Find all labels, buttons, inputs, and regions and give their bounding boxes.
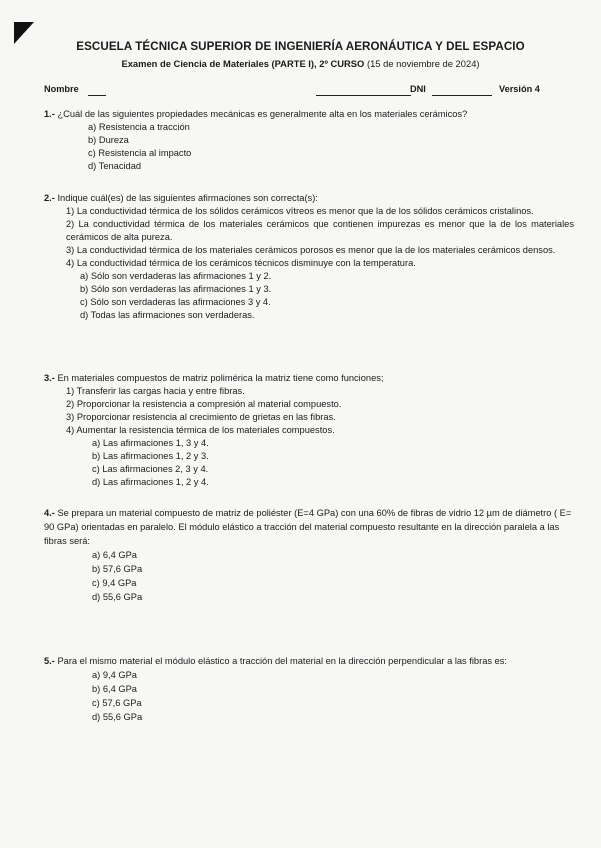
option-3b: b) Las afirmaciones 1, 2 y 3. — [92, 451, 209, 461]
question-2-number: 2.- — [44, 193, 55, 203]
option-3a: a) Las afirmaciones 1, 3 y 4. — [92, 438, 209, 448]
question-1-number: 1.- — [44, 109, 55, 119]
question-1-stem — [44, 108, 574, 121]
statement-2-1: 1) La conductividad térmica de los sólidos cerámicos vítreos es menor que la de los sólidos cerámicos cristalinos. — [66, 206, 534, 216]
option-2d: d) Todas las afirmaciones son verdaderas. — [80, 310, 255, 320]
exam-subtitle-date: (15 de noviembre de 2024) — [364, 58, 480, 69]
exam-subtitle-bold: Examen de Ciencia de Materiales (PARTE I), 2º CURSO — [121, 58, 365, 69]
option-4c: c) 9,4 GPa — [92, 578, 137, 588]
question-2 — [44, 192, 574, 322]
name-label: Nombre — [44, 84, 79, 94]
option-5b: b) 6,4 GPa — [92, 684, 137, 694]
statement-3-3: 3) Proporcionar resistencia al crecimiento de grietas en las fibras. — [66, 412, 336, 422]
question-4 — [44, 506, 574, 604]
option-3d: d) Las afirmaciones 1, 2 y 4. — [92, 477, 209, 487]
question-4-text: Se prepara un material compuesto de matriz de poliéster (E=4 GPa) con una 60% de fibras de vidrio 12 µm de diámetro ( E= 90 GPa) orientadas en paralelo. El módulo elástico a tracción del material compuesto resultante en la dirección paralela a las fibras será: — [44, 508, 572, 546]
question-5-text: Para el mismo material el módulo elástico a tracción del material en la dirección perpendicular a las fibras es: — [54, 656, 508, 666]
option-1a: a) Resistencia a tracción — [88, 122, 190, 132]
option-3c: c) Las afirmaciones 2, 3 y 4. — [92, 464, 209, 474]
statement-2-2: 2) La conductividad térmica de los materiales cerámicos que contienen impurezas es menor que la de los materiales cerámicos de alta pureza. — [66, 219, 574, 242]
statement-2-4: 4) La conductividad térmica de los cerámicos técnicos disminuye con la temperatura. — [66, 258, 416, 268]
version-label: Versión 4 — [499, 84, 540, 94]
option-1b: b) Dureza — [88, 135, 129, 145]
question-5-number: 5.- — [44, 656, 55, 666]
option-4b: b) 57,6 GPa — [92, 564, 143, 574]
question-1-text: ¿Cuál de las siguientes propiedades mecánicas es generalmente alta en los materiales cerámicos? — [54, 109, 468, 119]
name-blank — [88, 95, 106, 96]
question-1 — [44, 108, 574, 173]
option-5a: a) 9,4 GPa — [92, 670, 137, 680]
statement-3-4: 4) Aumentar la resistencia térmica de los materiales compuestos. — [66, 425, 335, 435]
option-2c: c) Sólo son verdaderas las afirmaciones 3 y 4. — [80, 297, 271, 307]
school-title: ESCUELA TÉCNICA SUPERIOR DE INGENIERÍA AERONÁUTICA Y DEL ESPACIO — [76, 40, 525, 53]
option-4a: a) 6,4 GPa — [92, 550, 137, 560]
question-3-stem — [44, 372, 574, 385]
question-3-number: 3.- — [44, 373, 55, 383]
question-2-stem — [44, 192, 574, 205]
option-5c: c) 57,6 GPa — [92, 698, 142, 708]
question-2-text: Indique cuál(es) de las siguientes afirmaciones son correcta(s): — [54, 193, 318, 203]
question-3 — [44, 372, 574, 489]
statement-3-1: 1) Transferir las cargas hacia y entre fibras. — [66, 386, 245, 396]
name-field-line — [316, 95, 411, 96]
question-4-number: 4.- — [44, 508, 55, 518]
question-5 — [44, 654, 574, 724]
exam-subtitle — [0, 58, 601, 69]
dni-label: DNI — [410, 84, 426, 94]
option-4d: d) 55,6 GPa — [92, 592, 143, 602]
option-1c: c) Resistencia al impacto — [88, 148, 192, 158]
option-2a: a) Sólo son verdaderas las afirmaciones 1 y 2. — [80, 271, 272, 281]
option-2b: b) Sólo son verdaderas las afirmaciones 1 y 3. — [80, 284, 272, 294]
statement-2-3: 3) La conductividad térmica de los materiales cerámicos porosos es menor que la de los materiales cerámicos densos. — [66, 245, 556, 255]
option-5d: d) 55,6 GPa — [92, 712, 143, 722]
option-1d: d) Tenacidad — [88, 161, 142, 171]
dni-field-line — [432, 95, 492, 96]
student-fields — [44, 84, 564, 98]
question-5-stem — [44, 654, 574, 668]
question-4-stem — [44, 506, 574, 548]
question-3-text: En materiales compuestos de matriz polimérica la matriz tiene como funciones; — [54, 373, 384, 383]
statement-3-2: 2) Proporcionar la resistencia a compresión al material compuesto. — [66, 399, 342, 409]
